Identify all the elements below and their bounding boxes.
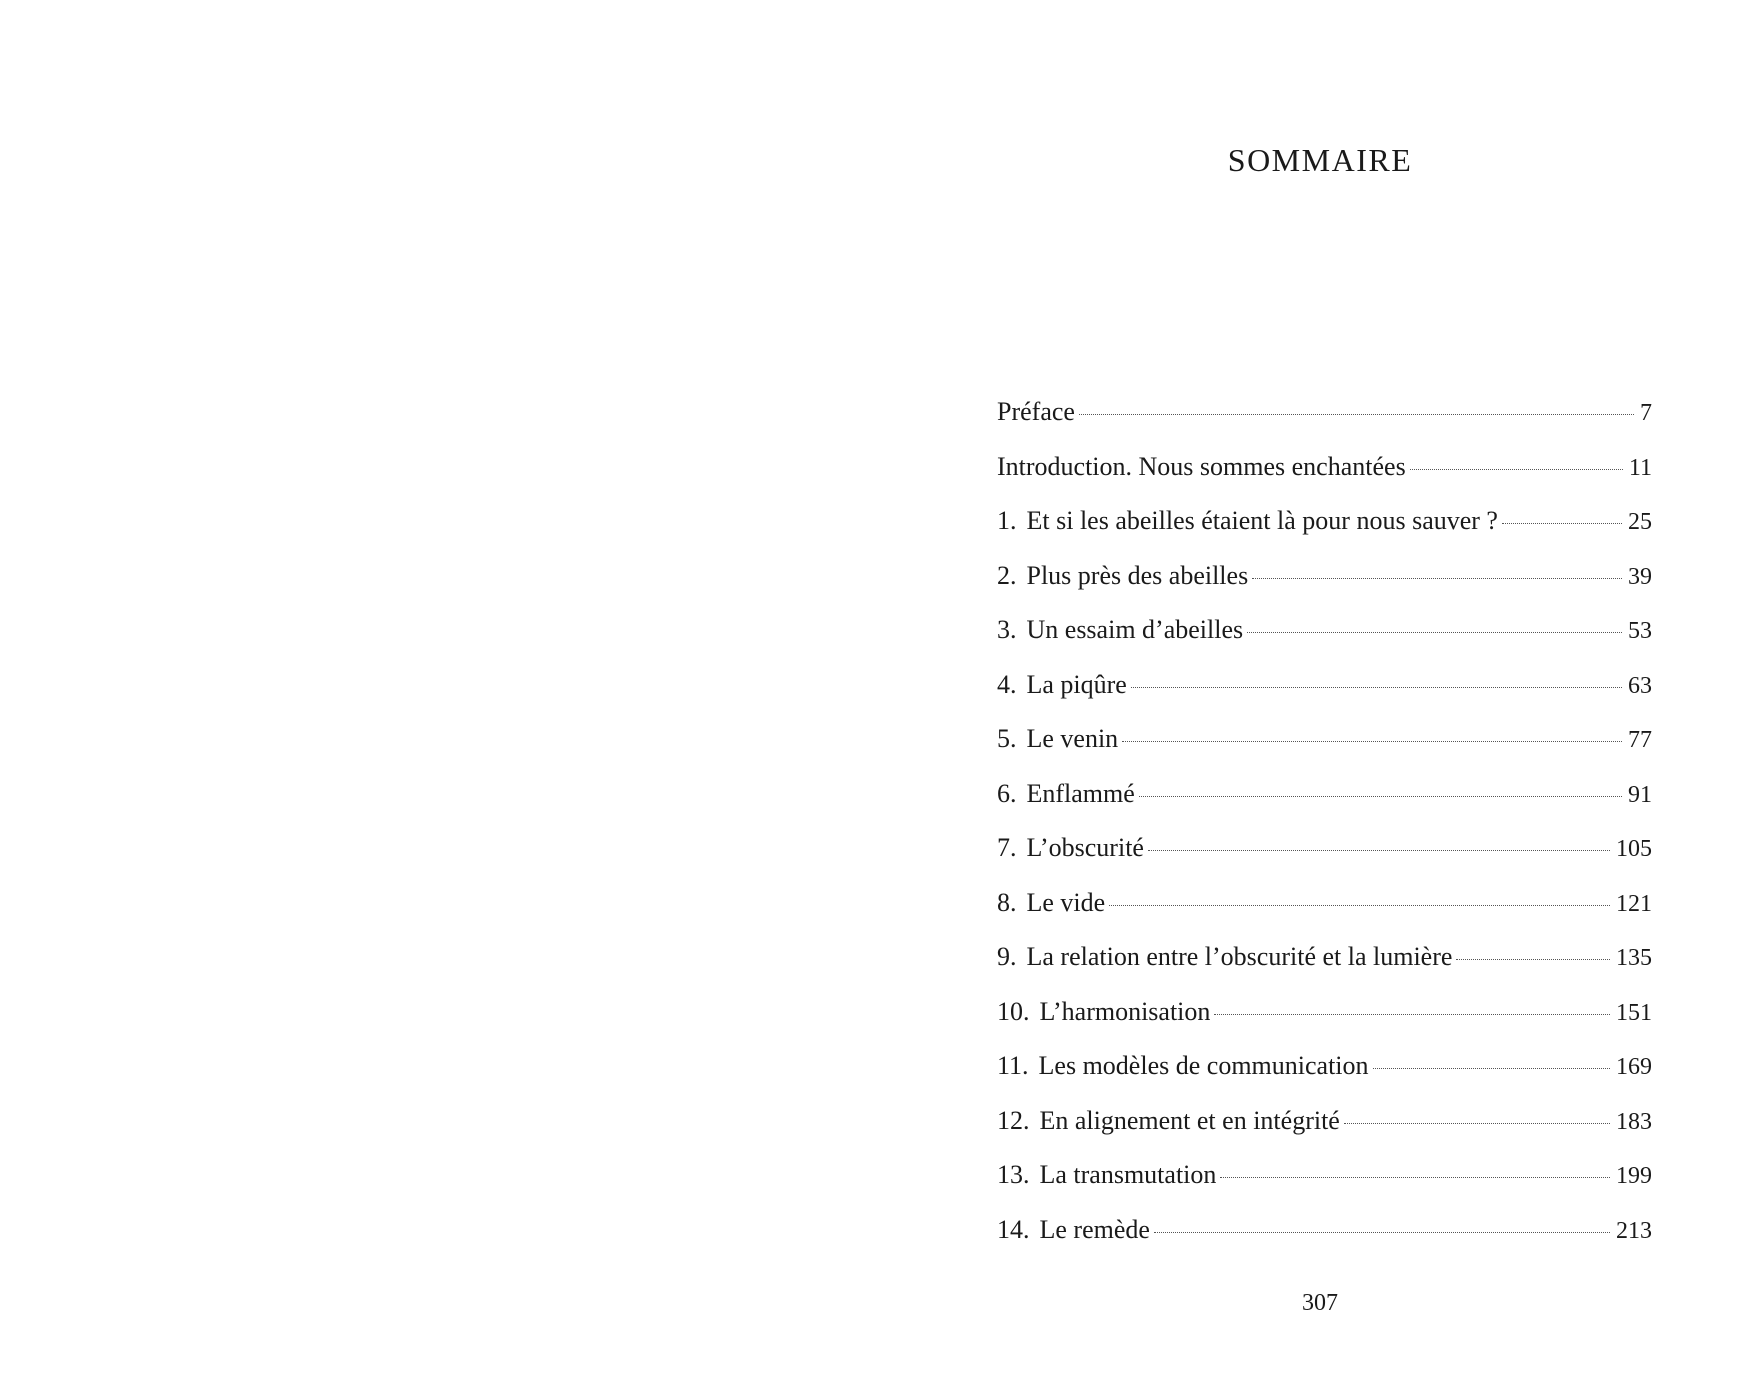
toc-entry-number: 4.: [997, 669, 1017, 699]
toc-entry[interactable]: [997, 1148, 1652, 1203]
toc-entry-page: 25: [1628, 509, 1652, 535]
dot-leader: [1410, 469, 1623, 470]
toc-entry[interactable]: [997, 494, 1652, 549]
toc-entry-number: 9.: [997, 942, 1017, 971]
toc-entry-page: 7: [1640, 400, 1652, 426]
toc-entry-label: La transmutation: [1039, 1160, 1217, 1189]
toc-entry-page: 169: [1616, 1054, 1652, 1080]
toc-entry-number: 2.: [997, 560, 1017, 590]
toc-entry-label: Un essaim d’abeilles: [1026, 615, 1244, 644]
toc-entry[interactable]: [997, 767, 1652, 822]
toc-entry-label: Et si les abeilles étaient là pour nous sauver ?: [1026, 506, 1498, 535]
toc-entry-label: Le remède: [1039, 1214, 1150, 1244]
toc-entry-page: 199: [1616, 1163, 1652, 1189]
toc-entry-page: 135: [1616, 945, 1652, 971]
dot-leader: [1220, 1177, 1610, 1178]
toc-entry[interactable]: [997, 658, 1652, 713]
toc-entry[interactable]: [997, 1094, 1652, 1149]
dot-leader: [1456, 959, 1610, 960]
toc-entry-page: 11: [1628, 454, 1652, 481]
toc-entry-number: 8.: [997, 887, 1017, 917]
toc-entry[interactable]: [997, 930, 1652, 985]
toc-entry-label: Préface: [997, 397, 1075, 426]
toc-entry-page: 77: [1628, 727, 1652, 753]
dot-leader: [1148, 850, 1610, 851]
toc-entry[interactable]: [997, 385, 1652, 440]
toc-entry[interactable]: [997, 712, 1652, 767]
toc-entry-number: 12.: [997, 1105, 1030, 1135]
dot-leader: [1131, 687, 1622, 688]
toc-list: [997, 385, 1652, 1257]
toc-entry-number: 7.: [997, 833, 1017, 862]
toc-entry[interactable]: [997, 876, 1652, 931]
toc-entry-page: 63: [1628, 672, 1652, 699]
toc-entry-number: 10.: [997, 996, 1030, 1026]
dot-leader: [1122, 741, 1622, 742]
toc-entry-number: 13.: [997, 1160, 1030, 1189]
toc-title: SOMMAIRE: [1227, 142, 1413, 178]
toc-entry-label: Le vide: [1026, 887, 1106, 917]
page-number: 307: [1302, 1290, 1338, 1316]
toc-entry-number: 6.: [997, 778, 1017, 808]
toc-entry-page: 213: [1616, 1217, 1652, 1244]
toc-entry[interactable]: [997, 440, 1652, 495]
toc-entry-label: L’obscurité: [1026, 833, 1144, 862]
toc-entry[interactable]: [997, 549, 1652, 604]
toc-entry[interactable]: [997, 603, 1652, 658]
dot-leader: [1109, 905, 1610, 906]
toc-entry-number: 1.: [997, 506, 1017, 535]
dot-leader: [1373, 1068, 1610, 1069]
toc-entry-label: En alignement et en intégrité: [1039, 1105, 1340, 1135]
dot-leader: [1344, 1123, 1610, 1124]
toc-entry-label: L’harmonisation: [1039, 996, 1211, 1026]
toc-entry-label: Les modèles de communication: [1038, 1051, 1369, 1080]
toc-entry[interactable]: [997, 821, 1652, 876]
toc-entry-page: 91: [1628, 781, 1652, 808]
dot-leader: [1247, 632, 1622, 633]
toc-entry[interactable]: [997, 985, 1652, 1040]
dot-leader: [1252, 578, 1622, 579]
toc-entry-label: Introduction. Nous sommes enchantées: [997, 451, 1406, 481]
toc-entry-label: Enflammé: [1026, 778, 1135, 808]
toc-entry-page: 151: [1616, 999, 1652, 1026]
toc-entry[interactable]: [997, 1039, 1652, 1094]
toc-entry-label: La relation entre l’obscurité et la lumière: [1026, 942, 1453, 971]
toc-entry-page: 105: [1616, 836, 1652, 862]
toc-entry-number: 14.: [997, 1214, 1030, 1244]
toc-entry-page: 183: [1616, 1108, 1652, 1135]
dot-leader: [1139, 796, 1622, 797]
toc-entry-page: 121: [1616, 890, 1652, 917]
toc-entry-number: 11.: [997, 1051, 1029, 1080]
toc-entry-number: 3.: [997, 615, 1017, 644]
toc-entry-page: 53: [1628, 618, 1652, 644]
dot-leader: [1079, 414, 1634, 415]
dot-leader: [1502, 523, 1622, 524]
toc-entry-label: Le venin: [1026, 724, 1119, 753]
toc-entry-label: Plus près des abeilles: [1026, 560, 1249, 590]
toc-entry[interactable]: [997, 1203, 1652, 1258]
toc-entry-number: 5.: [997, 724, 1017, 753]
toc-entry-label: La piqûre: [1026, 669, 1127, 699]
dot-leader: [1214, 1014, 1610, 1015]
toc-entry-page: 39: [1628, 563, 1652, 590]
dot-leader: [1154, 1232, 1610, 1233]
